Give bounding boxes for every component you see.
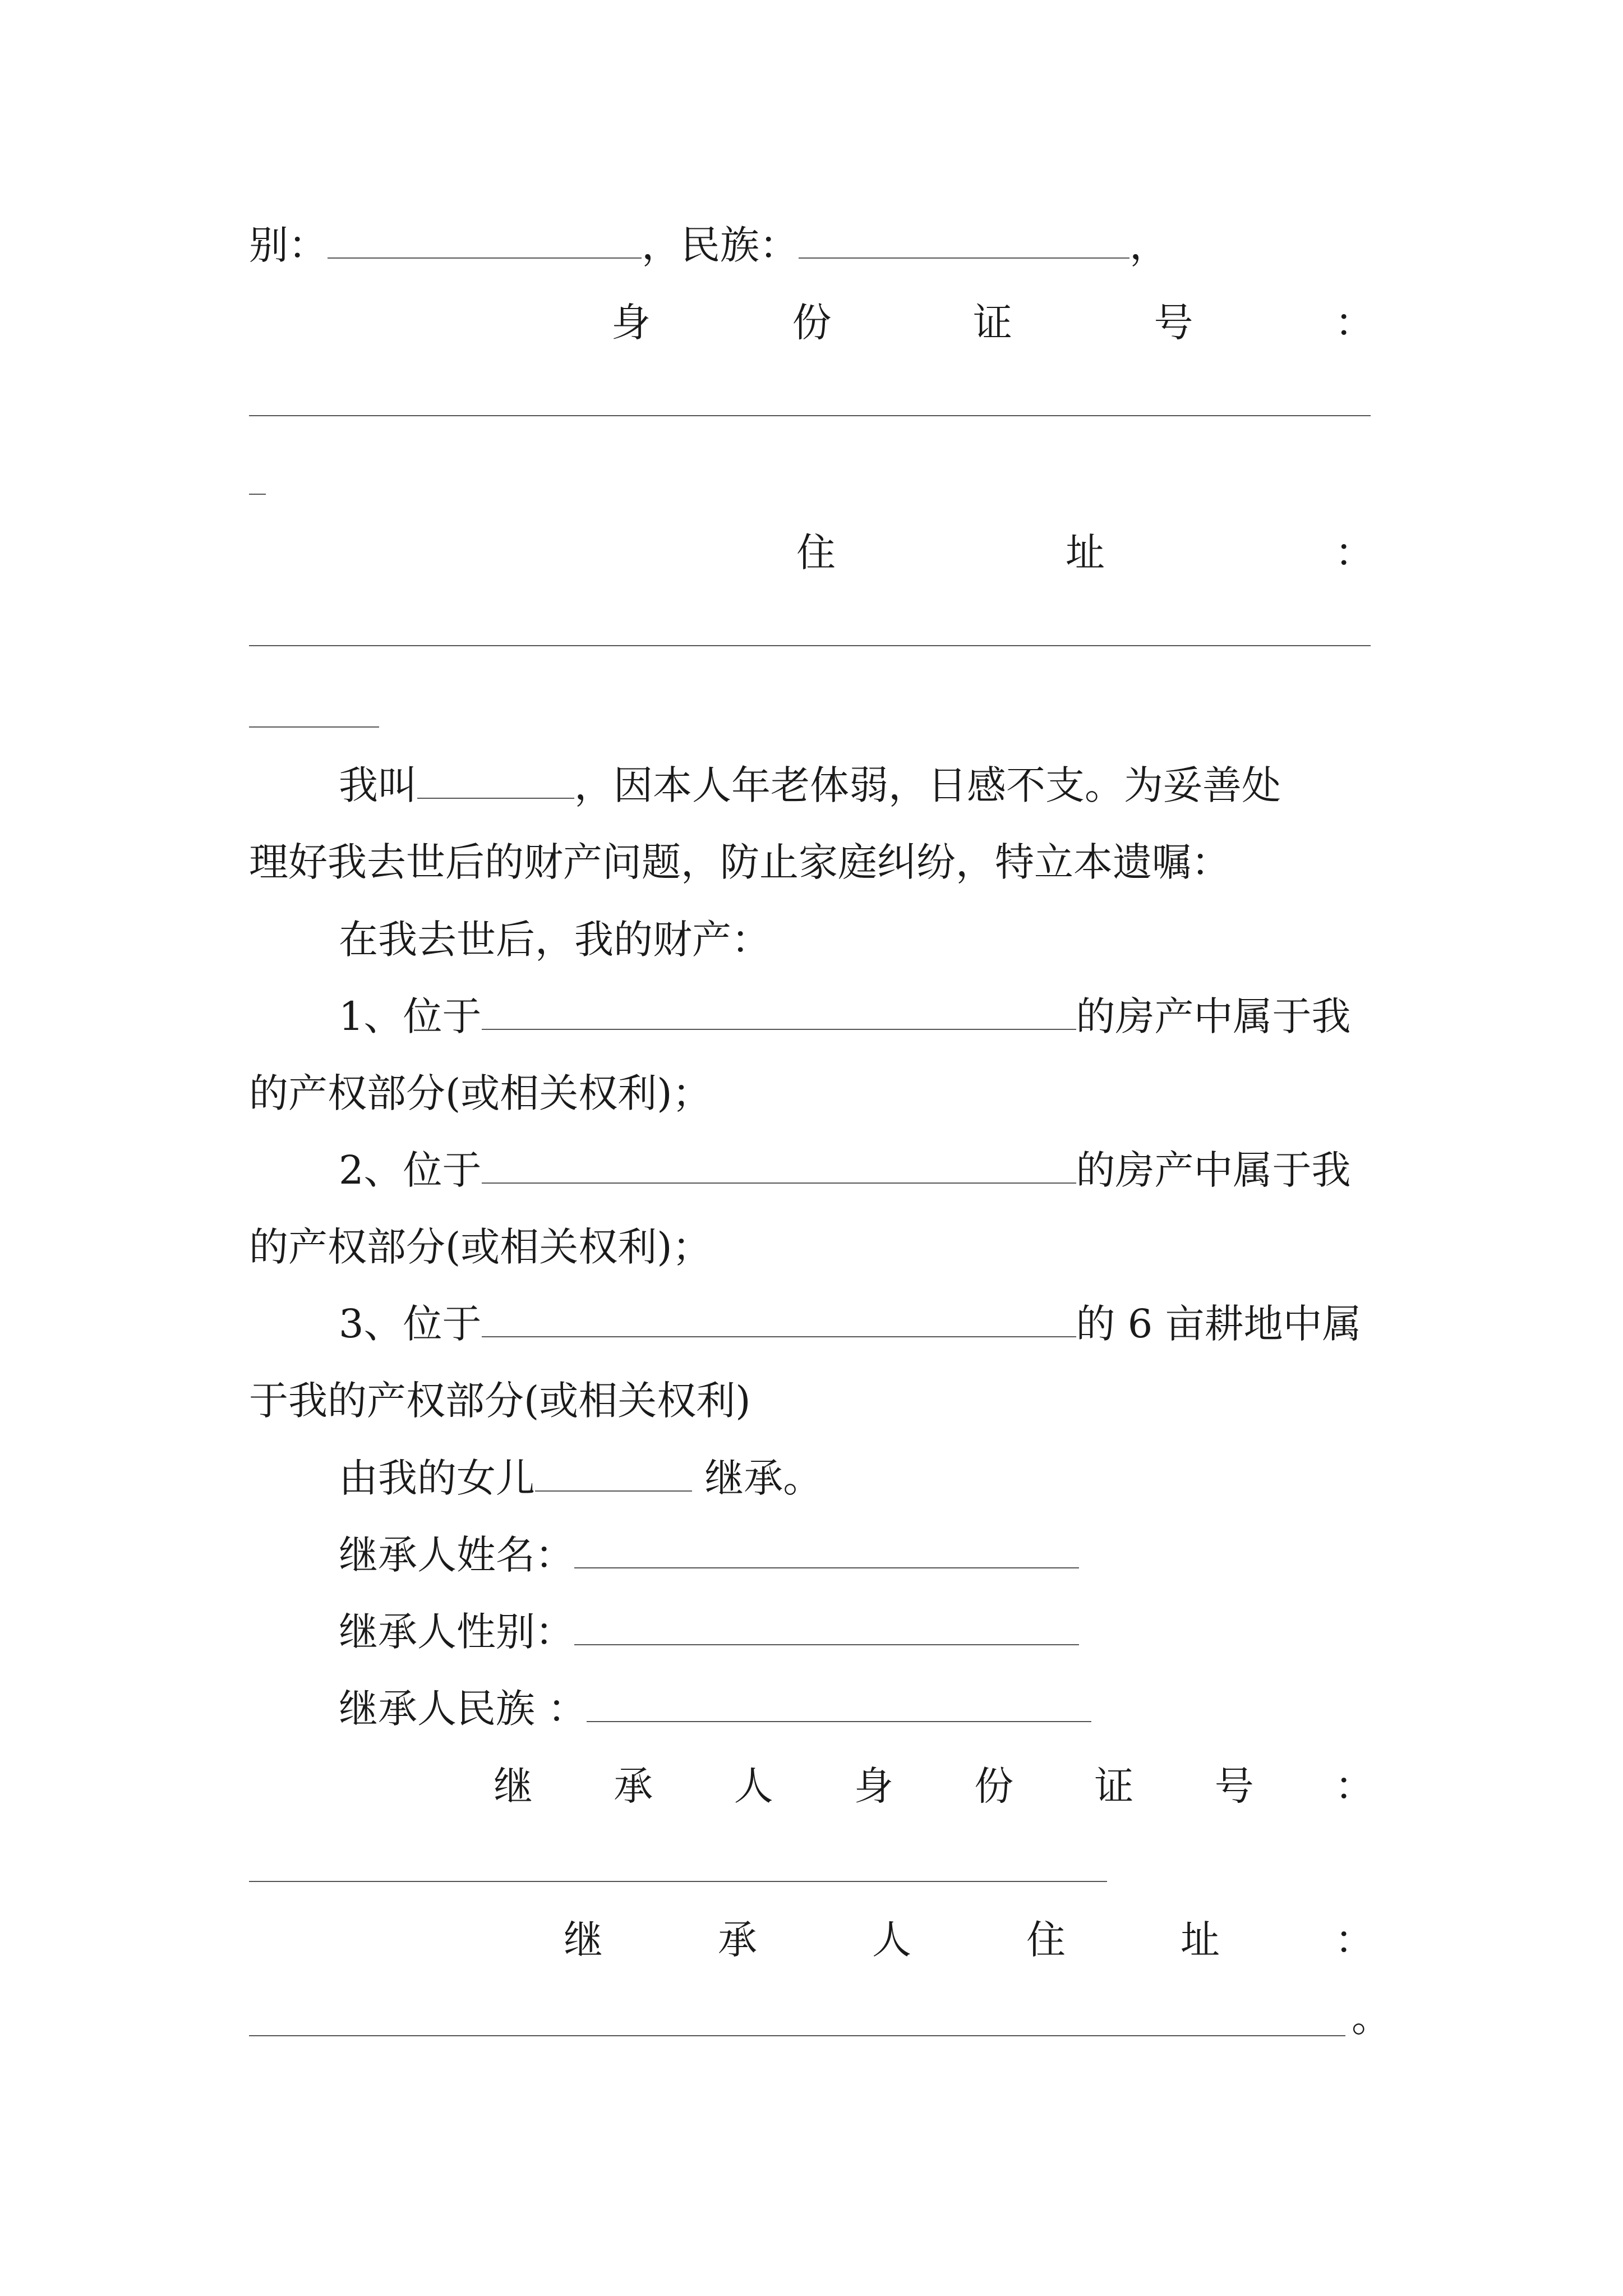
heir-id-label-char: 人 xyxy=(734,1763,773,1809)
id-label-char: 身 xyxy=(611,300,651,346)
address-label xyxy=(796,527,1374,578)
id-number-blank[interactable] xyxy=(249,415,1371,416)
address-blank-tail[interactable] xyxy=(249,726,379,728)
item-3-line2: 于我的产权部分(或相关权利) xyxy=(249,1378,751,1424)
ethnic-label: ，民族： xyxy=(642,222,799,268)
heir-name-line xyxy=(339,1530,1079,1580)
heir-id-label xyxy=(494,1761,1374,1811)
para1-rest: ，因本人年老体弱，日感不支。为妥善处 xyxy=(574,762,1281,808)
gender-label: 别： xyxy=(249,222,328,268)
heir-address-label-char: 住 xyxy=(1026,1917,1066,1963)
heir-gender-label: 继承人性别： xyxy=(339,1609,574,1655)
ethnic-blank[interactable] xyxy=(799,224,1129,259)
daughter-name-blank[interactable] xyxy=(535,1457,692,1492)
final-period: 。 xyxy=(1352,1995,1391,2041)
item-3 xyxy=(339,1299,1362,1349)
item-suffix: 的房产中属于我 xyxy=(1076,993,1351,1039)
inherit-end: 继承。 xyxy=(692,1455,823,1501)
item-1-location-blank[interactable] xyxy=(482,995,1076,1030)
item-prefix: 1、位于 xyxy=(339,993,482,1039)
id-number-blank-tail[interactable] xyxy=(249,494,266,495)
item-2-line2: 的产权部分(或相关权利)； xyxy=(249,1224,712,1270)
id-label-char: 号 xyxy=(1154,300,1193,346)
heir-ethnic-label: 继承人民族 ： xyxy=(339,1686,587,1732)
heir-name-label: 继承人姓名： xyxy=(339,1532,574,1578)
heir-address-label-char: 承 xyxy=(718,1917,757,1963)
item-1 xyxy=(339,991,1351,1042)
item-1-line2: 的产权部分(或相关权利)； xyxy=(249,1070,712,1116)
item-suffix: 的 6 亩耕地中属 xyxy=(1076,1301,1362,1347)
item-suffix: 的房产中属于我 xyxy=(1076,1147,1351,1193)
heir-id-label-char: 号 xyxy=(1214,1763,1254,1809)
para1-line2: 理好我去世后的财产问题，防止家庭纠纷，特立本遗嘱： xyxy=(249,839,1230,885)
item-2 xyxy=(339,1145,1351,1195)
gender-ethnic-line xyxy=(249,220,1169,270)
id-label-char: ： xyxy=(1335,300,1374,346)
heir-address-label xyxy=(564,1915,1374,1965)
heir-address-label-char: 人 xyxy=(872,1917,911,1963)
heir-gender-line xyxy=(339,1607,1079,1657)
inherit-line xyxy=(339,1453,822,1503)
heir-ethnic-line xyxy=(339,1683,1091,1734)
testator-name-blank[interactable] xyxy=(417,764,574,799)
heir-address-blank[interactable] xyxy=(249,2035,1345,2036)
heir-name-blank[interactable] xyxy=(574,1534,1079,1568)
heir-address-label-char: 址 xyxy=(1181,1917,1220,1963)
heir-gender-blank[interactable] xyxy=(574,1611,1079,1645)
heir-id-label-char: 承 xyxy=(614,1763,653,1809)
item-2-location-blank[interactable] xyxy=(482,1149,1076,1184)
heir-address-label-char: ： xyxy=(1335,1917,1374,1963)
heir-id-label-char: 身 xyxy=(854,1763,893,1809)
heir-address-label-char: 继 xyxy=(564,1917,603,1963)
para1-start: 我叫 xyxy=(339,762,417,808)
address-blank[interactable] xyxy=(249,645,1371,646)
id-label-char: 份 xyxy=(792,300,832,346)
id-label-char: 证 xyxy=(973,300,1012,346)
id-number-label xyxy=(611,297,1374,348)
heir-id-label-char: ： xyxy=(1334,1763,1374,1809)
item-prefix: 3、位于 xyxy=(339,1301,482,1347)
address-label-char: 住 xyxy=(796,530,836,576)
estate-intro: 在我去世后，我的财产： xyxy=(339,917,771,963)
para1-line1 xyxy=(339,760,1281,811)
heir-ethnic-blank[interactable] xyxy=(587,1687,1091,1722)
comma: ， xyxy=(1129,222,1169,268)
address-label-char: ： xyxy=(1335,530,1374,576)
heir-id-label-char: 继 xyxy=(494,1763,533,1809)
heir-id-label-char: 份 xyxy=(974,1763,1014,1809)
inherit-start: 由我的女儿 xyxy=(339,1455,535,1501)
address-label-char: 址 xyxy=(1066,530,1105,576)
item-3-location-blank[interactable] xyxy=(482,1303,1076,1337)
heir-id-blank[interactable] xyxy=(249,1881,1107,1882)
item-prefix: 2、位于 xyxy=(339,1147,482,1193)
gender-blank[interactable] xyxy=(328,224,642,259)
heir-id-label-char: 证 xyxy=(1094,1763,1134,1809)
